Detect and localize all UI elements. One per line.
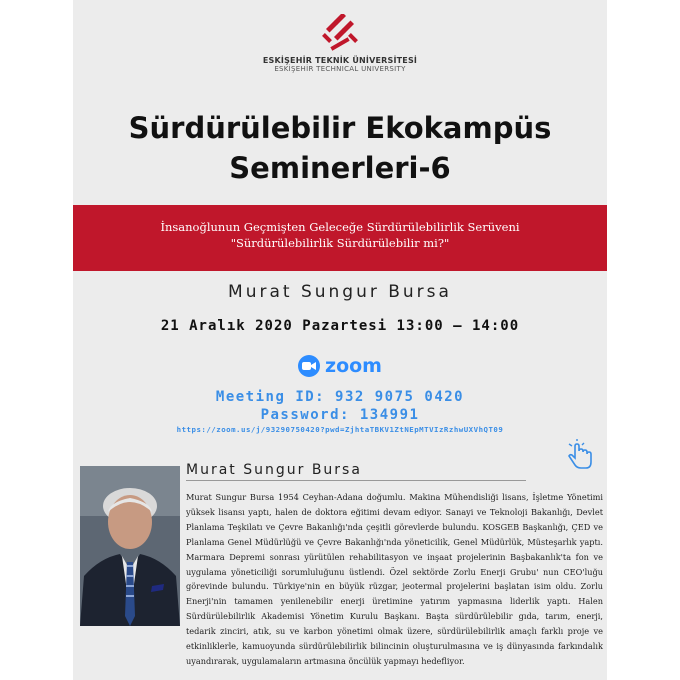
speaker-name: Murat Sungur Bursa	[228, 282, 452, 302]
video-camera-icon	[298, 355, 320, 377]
meeting-id: Meeting ID: 932 9075 0420	[215, 389, 465, 405]
meeting-password: Password: 134991	[260, 407, 420, 423]
speaker-photo	[80, 466, 180, 626]
university-logo	[73, 14, 607, 73]
zoom-link[interactable]: https://zoom.us/j/93290750420?pwd=ZjhtaTBKV1ZtNEpMTVIzRzhwUXVhQT09	[176, 425, 504, 434]
zoom-label: zoom	[325, 355, 382, 377]
topic-band	[73, 205, 607, 271]
seminar-poster	[73, 0, 607, 680]
topic-line1: İnsanoğlunun Geçmişten Geleceğe Sürdürülebilirlik Serüveni	[160, 220, 520, 234]
meeting-info	[73, 388, 607, 424]
seminar-title-line1: Sürdürülebilir Ekokampüs	[128, 111, 552, 145]
speaker-biography: Murat Sungur Bursa 1954 Ceyhan-Adana doğumlu. Makina Mühendisliği lisans, İşletme Yönetimi yüksek lisansı yaptı, halen de doktora eğitimi devam ediyor. Sanayi ve Teknoloji Bakanlığı, Devlet Planlama Teşkilatı ve Çevre Bakanlığı'nda çeşitli görevlerde bulundu. KOSGEB Başkanlığı, ÇED ve Planlama Genel Müdürlüğü ve Çevre Bakanlığı'nda yöneticilik, Genel Müdürlük, Müsteşarlık yaptı. Marmara Depremi sonrası yürütülen rehabilitasyon ve inşaat projelerinin Başbakanlık'ta fon ve uygulama yöneticiliği sorumluluğunu üstlendi. Özel sektörde Zorlu Enerji Grubu' nun CEO'luğu görevinde bulundu. Türkiye'nin en büyük rüzgar, jeotermal projelerini başlatan isim oldu. Zorlu Enerji'nin tamamen yenilenebilir enerji üretimine yatırım yapmasına liderlik yaptı. Halen Sürdürülebilirlik Akademisi Yönetim Kurulu Başkanı. Başta sürdürülebilir gıda, tarım, enerji, tedarik zinciri, atık, su ve karbon yönetimi olmak üzere, sürdürülebilirlik amaçlı farklı proje ve etkinliklerle, kamuoyunda sürdürülebilirlik bilincinin oluşturulmasına ve iş dünyasında farkındalık uyandırarak, uygulamaların artmasına öncülük yapmayı hedefliyor.	[186, 492, 603, 666]
seminar-title-line2: Seminerleri-6	[229, 151, 451, 185]
zoom-logo	[73, 355, 607, 377]
topic-line2: "Sürdürülebilirlik Sürdürülebilir mi?"	[230, 236, 450, 250]
university-name-tr: ESKİŞEHİR TEKNİK ÜNİVERSİTESİ	[262, 56, 418, 65]
bio-speaker-name: Murat Sungur Bursa	[186, 462, 526, 481]
event-date-time: 21 Aralık 2020 Pazartesi 13:00 – 14:00	[160, 318, 520, 334]
seminar-title	[73, 108, 607, 188]
hand-pointer-icon	[565, 438, 595, 474]
university-name-en: ESKİŞEHİR TECHNICAL UNIVERSITY	[274, 65, 406, 73]
university-emblem-icon	[320, 14, 360, 54]
